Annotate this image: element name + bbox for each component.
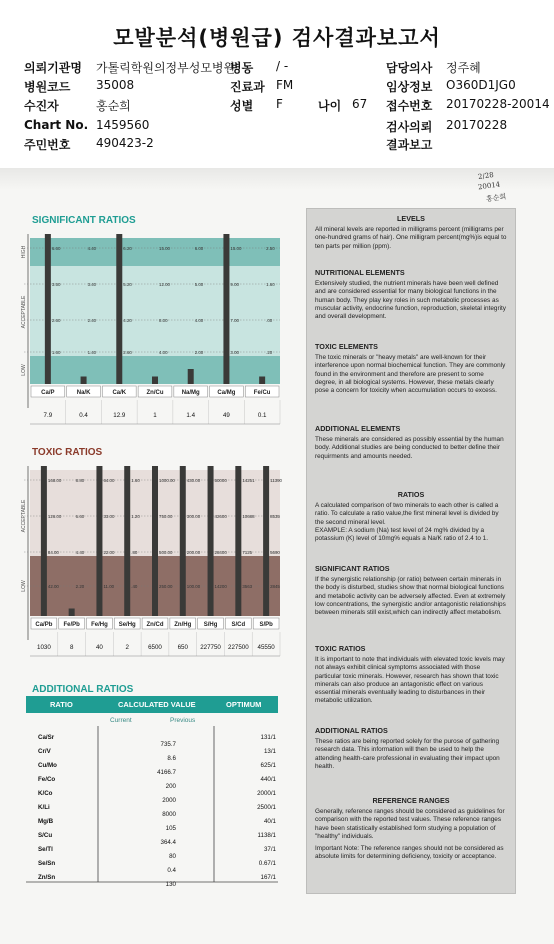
additional-ratio-name: Fe/Co — [38, 776, 56, 783]
significant-scale-label: 6.20 — [123, 246, 132, 251]
additional-ratio-name: Cr/V — [38, 748, 51, 755]
toxic-scale-label: 126.00 — [47, 514, 62, 519]
significant-scale-label: 1.40 — [87, 350, 97, 355]
significant-zone-label-acceptable: ACCEPTABLE — [21, 295, 27, 329]
toxic-category-label: S/Cd — [231, 622, 246, 628]
toxic-scale-label: 11390 — [270, 478, 283, 483]
additional-ratio-optimum: 2000/1 — [257, 790, 276, 797]
toxic-category-label: S/Hg — [203, 622, 218, 628]
ward-label: 병동 — [230, 61, 254, 75]
significant-bar-ca-mg — [223, 234, 229, 384]
toxic-bar-s-hg — [208, 466, 214, 616]
additional-table-header — [26, 696, 278, 713]
significant-scale-label: 8.00 — [159, 318, 168, 323]
reference-ranges-text: Generally, reference ranges should be considered as guidelines for comparison with the reported test values. These reference ranges have been statistically established form studying a population of "healthy" individuals. — [315, 808, 505, 840]
toxic-bar-se-hg — [124, 466, 130, 616]
toxic-scale-label: 200.00 — [186, 550, 201, 555]
toxic-category-label: Zn/Cd — [146, 622, 164, 628]
toxic-elements-section — [315, 343, 507, 395]
significant-category-label: Zn/Cu — [146, 390, 164, 396]
toxic-category-label: Fe/Hg — [91, 622, 108, 628]
toxic-scale-label: .40 — [131, 584, 138, 589]
toxic-value-label: 227750 — [200, 644, 221, 651]
significant-ratios-text: If the synergistic relationship (or ratio) between certain minerals in the body is disturbed, studies show that normal biological functions and metabolic activity can be adversely affected. Even at extremely low concentrations, the synergistic and/or antagonistic relationships between minerals still exist,which can indirectly affect metabolism. — [315, 576, 506, 617]
toxic-value-label: 6500 — [148, 644, 162, 651]
additional-ratio-name: Zn/Sn — [38, 874, 56, 881]
additional-ratio-value: 2000 — [162, 797, 176, 804]
nutritional-text: Extensively studied, the nutrient minerals have been well defined and are considered essential for many biological functions in the human body. They play key roles in such metabolic processes as muscular activity, endocrine function, reproduction, skeletal integrity and overall development. — [315, 280, 506, 321]
additional-ratio-optimum: 40/1 — [263, 818, 276, 825]
levels-heading: LEVELS — [397, 214, 425, 223]
toxic-scale-label: 1000.00 — [159, 478, 175, 483]
significant-scale-label: 5.20 — [123, 282, 132, 287]
toxic-scale-label: 1.20 — [131, 514, 140, 519]
additional-ratio-value: 130 — [165, 881, 176, 888]
toxic-scale-label: 11.00 — [103, 584, 115, 589]
significant-scale-label: 15.00 — [230, 246, 242, 251]
receipt-value: 20170228-20014 — [446, 97, 550, 111]
toxic-scale-label: 6.60 — [75, 514, 85, 519]
toxic-bar-zn-cd — [152, 466, 158, 616]
toxic-value-label: 45550 — [257, 644, 275, 651]
significant-ratios-chart — [0, 226, 300, 432]
significant-category-label: Ca/P — [41, 390, 55, 396]
additional-elements-section — [315, 425, 507, 461]
levels-text: All mineral levels are reported in milligrams percent (milligrams per one-hundred grams of hair). One milligram percent(mg%)is equal to ten parts per million (ppm). — [315, 226, 507, 250]
toxic-category-label: Se/Hg — [118, 622, 136, 628]
significant-bar-na-k — [81, 377, 87, 385]
toxic-scale-label: 8535 — [270, 514, 280, 519]
toxic-category-label: S/Pb — [259, 622, 273, 628]
toxic-scale-label: 100.00 — [186, 584, 201, 589]
significant-value-label: 7.9 — [43, 412, 53, 419]
additional-ratio-name: Mg/B — [38, 818, 54, 825]
hospital-code-label: 병원코드 — [24, 80, 71, 94]
toxic-value-label: 1030 — [37, 644, 51, 651]
significant-category-label: Ca/Mg — [217, 390, 236, 396]
additional-ratio-value: 4166.7 — [157, 769, 176, 776]
significant-zone-label-low: LOW — [21, 364, 27, 376]
nutritional-section — [315, 269, 507, 321]
toxic-scale-label: 2.20 — [75, 584, 85, 589]
explanation-panel — [306, 208, 516, 894]
request-value: 20170228 — [446, 118, 508, 132]
toxic-bar-ca-pb — [41, 466, 47, 616]
significant-bar-na-mg — [188, 369, 194, 384]
toxic-scale-label: 22.00 — [103, 550, 115, 555]
additional-ratio-value: 735.7 — [160, 741, 176, 748]
additional-ratios-heading: ADDITIONAL RATIOS — [315, 726, 388, 735]
toxic-category-label: Ca/Pb — [35, 622, 53, 628]
hospital-code-value: 35008 — [96, 78, 135, 92]
significant-scale-label: 3.00 — [230, 350, 239, 355]
toxic-elements-heading: TOXIC ELEMENTS — [315, 342, 378, 351]
levels-section — [315, 215, 507, 251]
toxic-scale-label: 7125 — [242, 550, 253, 555]
significant-value-label: 0.4 — [79, 412, 88, 419]
clinical-label: 임상정보 — [386, 80, 433, 94]
additional-ratio-value: 105 — [165, 825, 176, 832]
significant-scale-label: 6.00 — [194, 246, 204, 251]
toxic-scale-label: .80 — [131, 550, 138, 555]
toxic-scale-label: 1.60 — [131, 478, 140, 483]
significant-ratios-note — [315, 565, 507, 617]
chart-no-label: Chart No. — [24, 118, 89, 132]
significant-high-band — [30, 238, 280, 266]
toxic-elements-text: The toxic minerals or "heavy metals" are well-known for their interference upon normal biochemical function. They are commonly found in the environment and therefore are present to some degree, in all biological systems. However, these metals clearly pose a concern for toxicity when accumulation occurs to excess. — [315, 354, 506, 395]
additional-ratio-optimum: 167/1 — [260, 874, 276, 881]
additional-ratio-value: 0.4 — [167, 867, 176, 874]
toxic-value-label: 650 — [177, 644, 188, 651]
significant-bar-ca-k — [116, 234, 122, 384]
significant-scale-label: 7.00 — [230, 318, 239, 323]
doctor-label: 담당의사 — [386, 61, 433, 75]
patient-label: 수진자 — [24, 99, 59, 113]
significant-value-label: 0.1 — [257, 412, 267, 419]
toxic-scale-label: 14251 — [242, 478, 255, 483]
previous-subheader: Previous — [170, 717, 196, 724]
significant-ratios-title: SIGNIFICANT RATIOS — [32, 215, 136, 226]
scan-shadow — [0, 168, 554, 190]
significant-value-label: 12.9 — [113, 412, 126, 419]
significant-category-label: Na/K — [76, 390, 91, 396]
toxic-value-label: 2 — [125, 644, 129, 651]
significant-scale-label: 2.40 — [87, 318, 97, 323]
toxic-zone-label-low: LOW — [21, 580, 27, 592]
report-header — [0, 56, 554, 151]
toxic-category-label: Zn/Hg — [174, 622, 192, 628]
significant-scale-label: 9.00 — [230, 282, 239, 287]
reference-ranges-heading: REFERENCE RANGES — [372, 796, 450, 805]
additional-ratio-value: 200 — [165, 783, 176, 790]
toxic-scale-label: 64.00 — [103, 478, 115, 483]
toxic-scale-label: 8.80 — [75, 478, 85, 483]
additional-ratios-text: These ratios are being reported solely for the purose of gathering research data. This information will then be used to help the attending health-care professional in evaluating their impact upon health. — [315, 738, 500, 770]
toxic-ratios-text: It is important to note that individuals with elevated toxic levels may not always exhibit clinical symptoms associated with those particular toxic minerals. However, research has shown that toxic minerals can also produce an antagonistic effect on various essential minerals eventually leading to disturbances in their metabolic utilization. — [315, 656, 505, 705]
patient-value: 홍순희 — [96, 99, 131, 113]
request-label: 검사의뢰 — [386, 120, 433, 134]
clinical-value: O360D1JG0 — [446, 78, 516, 92]
reference-ranges-section — [315, 797, 507, 861]
significant-scale-label: 3.40 — [87, 282, 97, 287]
significant-scale-label: 6.60 — [51, 246, 61, 251]
optimum-column-header: OPTIMUM — [226, 700, 262, 709]
toxic-scale-label: 50000 — [214, 478, 227, 483]
sex-label: 성별 — [230, 99, 254, 113]
age-value: 67 — [352, 97, 368, 111]
toxic-scale-label: 250.00 — [159, 584, 173, 589]
ratios-text: A calculated comparison of two minerals to each other is called a ratio. To calculate a ratio value,the first mineral level is divided by the second mineral level. — [315, 502, 499, 526]
toxic-value-label: 227500 — [228, 644, 249, 651]
toxic-scale-label: 3563 — [242, 584, 253, 589]
age-label: 나이 — [318, 99, 342, 113]
significant-scale-label: 5.00 — [194, 282, 204, 287]
toxic-ratios-heading: TOXIC RATIOS — [315, 644, 366, 653]
toxic-bar-s-cd — [235, 466, 241, 616]
significant-bar-ca-p — [45, 234, 51, 384]
significant-value-label: 49 — [222, 412, 230, 419]
handwritten-number: 20014 — [477, 180, 501, 192]
additional-ratio-name: Se/Sn — [38, 860, 56, 867]
additional-ratio-optimum: 13/1 — [263, 748, 276, 755]
nutritional-heading: NUTRITIONAL ELEMENTS — [315, 268, 405, 277]
additional-ratio-name: K/Co — [38, 790, 53, 797]
rrn-value: 490423-2 — [96, 136, 154, 150]
toxic-scale-label: 168.00 — [47, 478, 62, 483]
significant-scale-label: 1.60 — [51, 350, 61, 355]
dept-value: FM — [276, 78, 294, 92]
ward-value: / - — [276, 59, 289, 73]
additional-ratio-name: S/Cu — [38, 832, 53, 839]
additional-ratio-value: 8.6 — [167, 755, 176, 762]
toxic-value-label: 40 — [95, 644, 103, 651]
toxic-ratios-note — [315, 645, 507, 705]
toxic-ratios-chart — [0, 458, 300, 664]
significant-scale-label: 2.00 — [194, 350, 204, 355]
significant-scale-label: 15.00 — [159, 246, 170, 251]
additional-ratio-name: Ca/Sr — [38, 734, 55, 741]
significant-zone-label-high: HIGH — [21, 245, 27, 259]
toxic-scale-label: 4.40 — [75, 550, 85, 555]
additional-ratios-title: ADDITIONAL RATIOS — [32, 684, 134, 695]
ratios-section — [315, 491, 507, 543]
significant-scale-label: .00 — [266, 318, 273, 323]
additional-ratio-optimum: 440/1 — [260, 776, 276, 783]
current-subheader: Current — [110, 717, 132, 724]
significant-bar-fe-cu — [259, 377, 265, 385]
additional-ratio-value: 80 — [169, 853, 176, 860]
significant-scale-label: .20 — [266, 350, 273, 355]
toxic-scale-label: 10688 — [242, 514, 255, 519]
toxic-ratios-title: TOXIC RATIOS — [32, 447, 103, 458]
additional-ratio-value: 364.4 — [160, 839, 176, 846]
significant-scale-label: 4.40 — [87, 246, 97, 251]
toxic-bar-fe-hg — [96, 466, 102, 616]
rrn-label: 주민번호 — [24, 138, 71, 152]
significant-scale-label: 3.50 — [51, 282, 61, 287]
significant-category-label: Na/Mg — [181, 390, 200, 396]
significant-scale-label: 2.60 — [51, 318, 61, 323]
toxic-value-label: 8 — [69, 644, 74, 651]
toxic-scale-label: 42.00 — [47, 584, 59, 589]
toxic-bar-zn-hg — [180, 466, 186, 616]
toxic-scale-label: 300.00 — [186, 514, 201, 519]
handwritten-date: 2/28 — [477, 170, 495, 182]
significant-category-label: Fe/Cu — [253, 390, 271, 396]
toxic-scale-label: 84.00 — [47, 550, 59, 555]
toxic-scale-label: 2845 — [270, 584, 280, 589]
doctor-value: 정주혜 — [446, 61, 481, 75]
toxic-scale-label: 42600 — [214, 514, 227, 519]
additional-ratio-name: Se/Tl — [38, 846, 53, 853]
important-note-text: Important Note: The reference ranges should not be considered as absolute limits for determining deficiency, toxicity or acceptance. — [315, 845, 504, 861]
additional-ratio-optimum: 131/1 — [260, 734, 276, 741]
calculated-value-column-header: CALCULATED VALUE — [118, 700, 196, 709]
ratios-example: EXAMPLE: A sodium (Na) test level of 24 mg% divided by a potassium (K) level of 10mg% equals a Na/K ratio of 2.4 to 1. — [315, 526, 488, 543]
additional-ratio-optimum: 625/1 — [260, 762, 276, 769]
dept-label: 진료과 — [230, 80, 265, 94]
additional-ratios-note — [315, 727, 507, 771]
significant-category-label: Ca/K — [112, 390, 127, 396]
significant-value-label: 1.4 — [186, 412, 196, 419]
toxic-bar-s-pb — [263, 466, 269, 616]
toxic-zone-label-acceptable: ACCEPTABLE — [21, 499, 27, 533]
ratios-heading: RATIOS — [397, 490, 425, 499]
significant-scale-label: 1.60 — [266, 282, 275, 287]
significant-value-label: 1 — [153, 412, 157, 419]
toxic-scale-label: 750.00 — [159, 514, 173, 519]
additional-ratio-optimum: 1138/1 — [257, 832, 276, 839]
toxic-scale-label: 14200 — [214, 584, 227, 589]
significant-ratios-heading: SIGNIFICANT RATIOS — [315, 564, 390, 573]
handwritten-name: 홍순희 — [485, 192, 507, 204]
significant-scale-label: 2.50 — [266, 246, 275, 251]
toxic-scale-label: 33.00 — [103, 514, 115, 519]
toxic-scale-label: 28400 — [214, 550, 227, 555]
additional-ratio-name: Cu/Mo — [38, 762, 57, 769]
institution-label: 의뢰기관명 — [24, 61, 82, 75]
significant-scale-label: 2.60 — [123, 350, 132, 355]
additional-elements-heading: ADDITIONAL ELEMENTS — [315, 424, 401, 433]
sex-value: F — [276, 97, 283, 111]
toxic-scale-label: 500.00 — [159, 550, 173, 555]
toxic-bar-fe-pb — [69, 609, 75, 617]
significant-scale-label: 4.00 — [194, 318, 204, 323]
significant-scale-label: 4.00 — [159, 350, 168, 355]
additional-ratio-optimum: 0.67/1 — [258, 860, 276, 867]
additional-elements-text: These minerals are considered as possibly essential by the human body. Additional studies are being conducted to better define their requirments and amounts needed. — [315, 436, 504, 460]
report-label: 결과보고 — [386, 138, 433, 152]
ratio-column-header: RATIO — [50, 700, 73, 709]
additional-ratio-name: K/Li — [38, 804, 50, 811]
toxic-scale-label: 5690 — [270, 550, 280, 555]
additional-ratio-optimum: 2500/1 — [257, 804, 276, 811]
report-title: 모발분석(병원급) 검사결과보고서 — [113, 26, 441, 50]
institution-value: 가톨릭학원의정부성모병원 — [96, 61, 236, 75]
chart-no-value: 1459560 — [96, 118, 150, 132]
significant-scale-label: 4.20 — [123, 318, 132, 323]
toxic-scale-label: 430.00 — [186, 478, 201, 483]
significant-scale-label: 12.00 — [159, 282, 170, 287]
receipt-label: 접수번호 — [386, 99, 433, 113]
toxic-category-label: Fe/Pb — [63, 622, 80, 628]
significant-acceptable-band — [30, 266, 280, 356]
significant-bar-zn-cu — [152, 377, 158, 385]
additional-table-grid — [26, 726, 278, 884]
additional-ratio-value: 8000 — [162, 811, 176, 818]
additional-ratio-optimum: 37/1 — [263, 846, 276, 853]
